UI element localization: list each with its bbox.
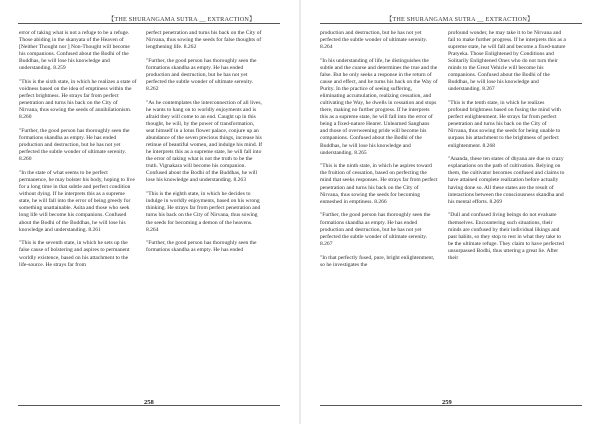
paragraph: perfect penetration and turns his back on the City of Nirvana, thus sowing the seeds for false thoughts of lengthening life. 8.262: [146, 30, 262, 51]
paragraph: "This is the eighth state, in which he decides to indulge in worldly enjoyments, based on his wrong thinking. He strays far from perfect penetration and turns his back on the City of Nirvana, thus sowing the seeds for becoming a demon of the heavens. 8.264: [146, 191, 261, 233]
paragraph: "Further, the good person has thoroughly seen the formations skandha as empty. He has ended production and destruction, but he has not yet perfected the subtle wonder of ultimate serenity. 8.267: [320, 212, 431, 247]
paragraph: "In his understanding of life, he distinguishes the subtle and the coarse and determines the true and the false. But he only seeks a response in the return of cause and effect, and he turns his back on the Way of Purity. In the practice of seeing suffering, eliminating accumulation, realizing cessation, and cultivating the Way, he dwells in cessation and stops there, making no further progress. If he interprets this as a supreme state, he will fall into the error of being a fixed-nature Hearer. Unlearned Sanghans and those of overweening pride will become his companions. Confused about the Bodhi of the Buddhas, he will lose his knowledge and understanding. 8.265: [320, 57, 438, 156]
paragraph: "This is the tenth state, in which he realizes profound brightness based on fusing the mind with perfect enlightenment. He strays far from perfect penetration and turns his back on the City of Nirvana, thus sowing the seeds for being unable to surpass his attachment to the brightness of perfect enlightenment. 8.268: [448, 100, 561, 149]
paragraph: "As he contemplates the interconnection of all lives, he wants to hang on to worldly enjoyments and is afraid they will come to an end. Caught up in this thought, he will, by the power of transformation, seat himself in a lotus flower palace, conjure up an abundance of the seven precious things, increase his retinue of beautiful women, and indulge his mind. If he interprets this as a supreme state, he will fall into the error of taking what is not the truth to be the truth. Vignakara will become his companion. Confused about the Bodhi of the Buddhas, he will lose his knowledge and understanding. 8.263: [146, 99, 263, 184]
paragraph: "This is the ninth state, in which he aspires toward the fruition of cessation, based on perfecting the mind that seeks responses. He strays far from perfect penetration and turns his back on the City of Nirvana, thus sowing the seeds for becoming enmeshed in emptiness. 8.266: [320, 163, 438, 205]
left-page: [0, 0, 298, 424]
header-rule: [320, 23, 582, 24]
paragraph: profound wonder, he may take it to be Nirvana and fail to make further progress. If he interprets this as a supreme state, he will fall and become a fixed-nature Pratyeka. Those Enlightened by Conditions and Solitarily Enlightened Ones who do not turn their minds to the Great Vehicle will become his companions. Confused about the Bodhi of the Buddhas, he will lose his knowledge and understanding. 8.267: [448, 30, 566, 93]
text-column-right: [146, 30, 264, 386]
paragraph: error of taking what is not a refuge to be a refuge. Those abiding in the skanyata of the Heaven of [Neither Thought nor ] Non-Thought will become his companions. Confused about the Bodhi of the Buddhas, he will lose his knowledge and understanding. 8.259: [19, 30, 130, 72]
page-number: 259: [442, 399, 452, 406]
text-column-right: [448, 30, 566, 386]
page-number: 258: [144, 399, 154, 406]
book-gutter: [299, 0, 301, 424]
paragraph: production and destruction, but he has not yet perfected the subtle wonder of ultimate serenity. 8.264: [320, 30, 427, 51]
text-column-left: [320, 30, 438, 386]
paragraph: "Further, the good person has thoroughly seen the formations skandha as empty. He has ended production and destruction, but he has not yet perfected the subtle wonder of ultimate serenity. 8.262: [146, 57, 257, 93]
paragraph: "Ananda, these ten states of dhyana are due to crazy explanations on the path of cultivation. Relying on them, the cultivator becomes confused and claims to have attained complete realization before actually having done so. All these states are the result of interactions between the consciousness skandha and his mental efforts. 8.269: [448, 156, 565, 205]
paragraph: "Further, the good person has thoroughly seen the formations skandha as empty. He has ended production and destruction, but he has not yet perfected the subtle wonder of ultimate serenity. 8.260: [19, 128, 130, 163]
paragraph: "Further, the good person has thoroughly seen the formations skandha as empty. He has ended: [146, 240, 257, 254]
running-header: 【THE SHURANGAMA SUTRA __ EXTRACTION】: [108, 16, 256, 23]
paragraph: "In the state of what seems to be perfect permanence, he may bolster his body, hoping to live for a long time in that subtle and perfect condition without dying. If he interprets this as a supreme state, he will fall into the error of being greedy for something unattainable. Asita and those who seek long life will become his companions. Confused about the Bodhi of the Buddhas, he will lose his knowledge and understanding. 8.261: [19, 170, 135, 233]
paragraph: "This is the sixth state, in which he realizes a state of voidness based on the idea of emptiness within the perfect brightness. He strays far from perfect penetration and turns his back on the City of Nirvana, thus sowing the seeds of annihilationism. 8.260: [19, 79, 137, 121]
text-column-left: [19, 30, 137, 386]
running-header: 【THE SHURANGAMA SUTRA __ EXTRACTION】: [386, 16, 534, 23]
paragraph: "This is the seventh state, in which he sets up the false cause of bolstering and aspires to permanent worldly existence, based on his attachment to the life-source. He strays far from: [19, 240, 130, 268]
paragraph: "Dull and confused living beings do not evaluate themselves. Encountering such situations, their minds are confused by their individual likings and past habits, so they stop to rest in what they take to be the ultimate refuge. They claim to have perfected unsurpassed Bodhi, thus uttering a great lie. After their: [448, 212, 564, 261]
header-rule: [18, 23, 280, 24]
right-page: [302, 0, 600, 424]
paragraph: "In that perfectly fused, pure, bright enlightenment, so he investigates the: [320, 254, 435, 268]
